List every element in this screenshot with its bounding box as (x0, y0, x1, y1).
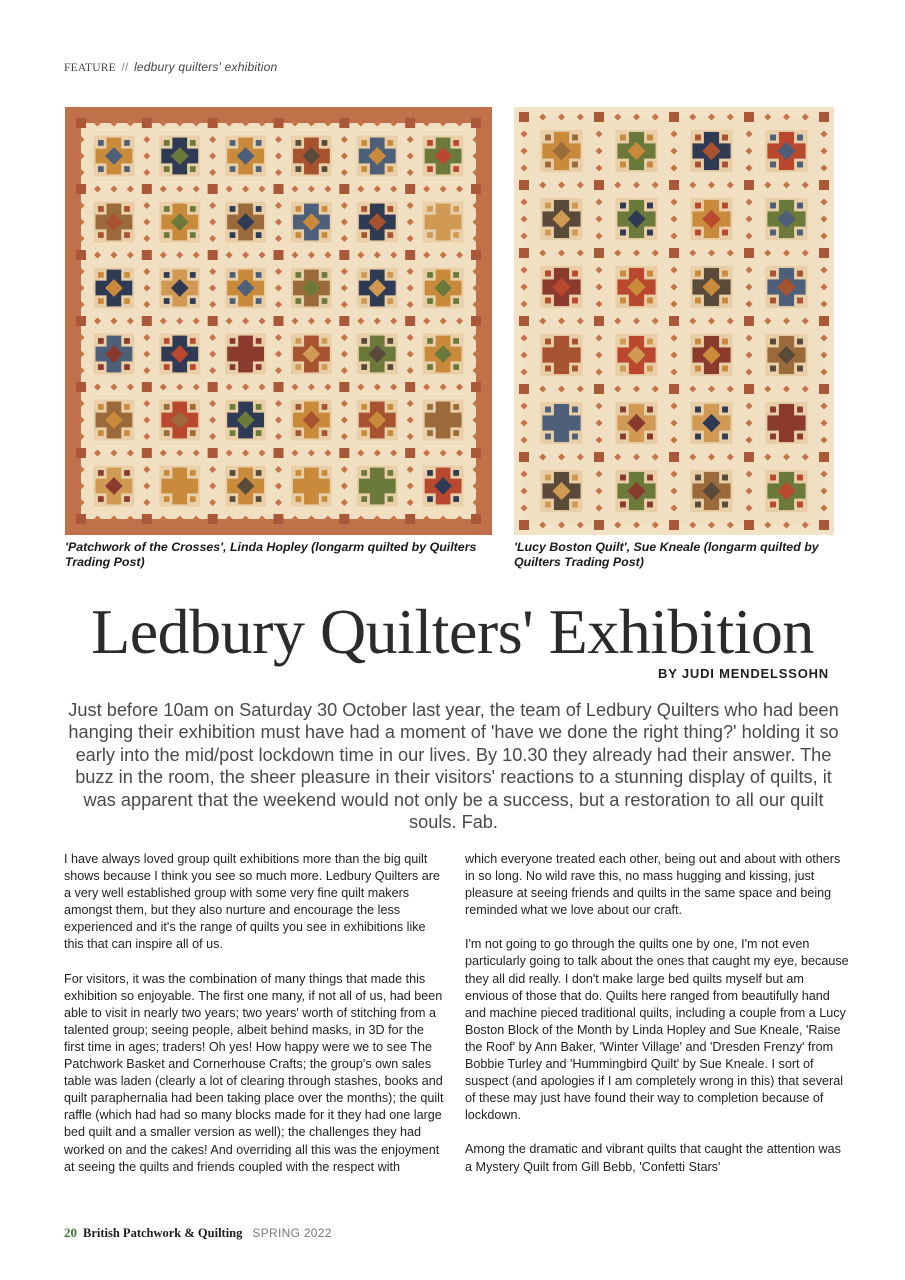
section-kicker: FEATURE (64, 62, 116, 74)
photo-caption-right: 'Lucy Boston Quilt', Sue Kneale (longarm quilted by Quilters Trading Post) (514, 540, 819, 569)
standfirst: Just before 10am on Saturday 30 October last year, the team of Ledbury Quilters who had been hanging their exhibition must have had a moment of 'have we done the right thing?' holding it so early into the mid/post lockdown time in our lives. By 10.30 they already had their answer. The buzz in the room, the sheer pleasure in their visitors' reactions to a stunning display of quilts, it was apparent that the weekend would not only be a success, but a restoration to all our quilt souls. Fab. (68, 700, 839, 833)
magazine-name: British Patchwork & Quilting (83, 1226, 243, 1240)
page-number: 20 (64, 1225, 77, 1240)
photo-caption-left: 'Patchwork of the Crosses', Linda Hopley (longarm quilted by Quilters Trading Post) (65, 540, 477, 569)
article-title: Ledbury Quilters' Exhibition (91, 596, 814, 667)
body-paragraph: Among the dramatic and vibrant quilts that caught the attention was a Mystery Quilt from Gill Bebb, 'Confetti Stars' (465, 1142, 841, 1174)
body-paragraph: I'm not going to go through the quilts one by one, I'm not even particularly going to talk about the ones that caught my eye, because they all did really. I don't make large bed quilts myself but am envious of those that do. Quilts here ranged from beautifully hand and machine pieced traditional quilts, including a couple from a Lucy Boston Block of the Month by Linda Hopley and Sue Kneale, 'Raise the Roof' by Ann Baker, 'Winter Village' and 'Dresden Frenzy' from Bobbie Turley and 'Hummingbird Quilt' by Sue Kneale. I sort of suspect (and apologies if I am completely wrong in this) that several of these may just have found their way to completion because of lockdown. (465, 937, 849, 1123)
body-column-right (465, 851, 850, 1193)
header-topic: ledbury quilters' exhibition (134, 60, 278, 74)
issue-label: SPRING 2022 (252, 1226, 332, 1240)
header-separator: // (121, 60, 129, 74)
quilt-photo-lucy-boston (514, 107, 834, 535)
byline: BY JUDI MENDELSSOHN (658, 666, 829, 681)
page-footer (64, 1225, 332, 1241)
body-paragraph: For visitors, it was the combination of many things that made this exhibition so enjoyable. The first one many, if not all of us, had been able to visit in nearly two years; two years' worth of stitching from a talented group; seeing people, albeit behind masks, in 3D for the first time in ages; traders! Oh yes! How happy were we to see The Patchwork Basket and Cornerhouse Crafts; the group's own sales table was laden (clearly a lot of clearing through stashes, books and quilt paraphernalia had been taking place over the months); the quilt raffle (which had had so many blocks made for it they had one large bed quilt and a smaller version as well); the challenges they had worked on and the cakes! And overriding all this was the enjoyment at seeing the quilts and friends coupled with the respect with (64, 971, 444, 1174)
running-header (64, 60, 277, 74)
body-paragraph: which everyone treated each other, being out and about with others in so long. No wild rave this, no mass hugging and kissing, just pleasure at seeing friends and quilts in the same space and being reminded what we love about our craft. (465, 852, 841, 918)
body-column-left (64, 851, 446, 1193)
body-paragraph: I have always loved group quilt exhibitions more than the big quilt shows because I think you see so much more. Ledbury Quilters are a very well established group with some very fine quilt makers amongst them, but they also nurture and encourage the less experienced and it's the range of quilts you see in exhibitions like this that can inspire all of us. (64, 852, 440, 952)
quilt-photo-patchwork-of-the-crosses (65, 107, 492, 535)
